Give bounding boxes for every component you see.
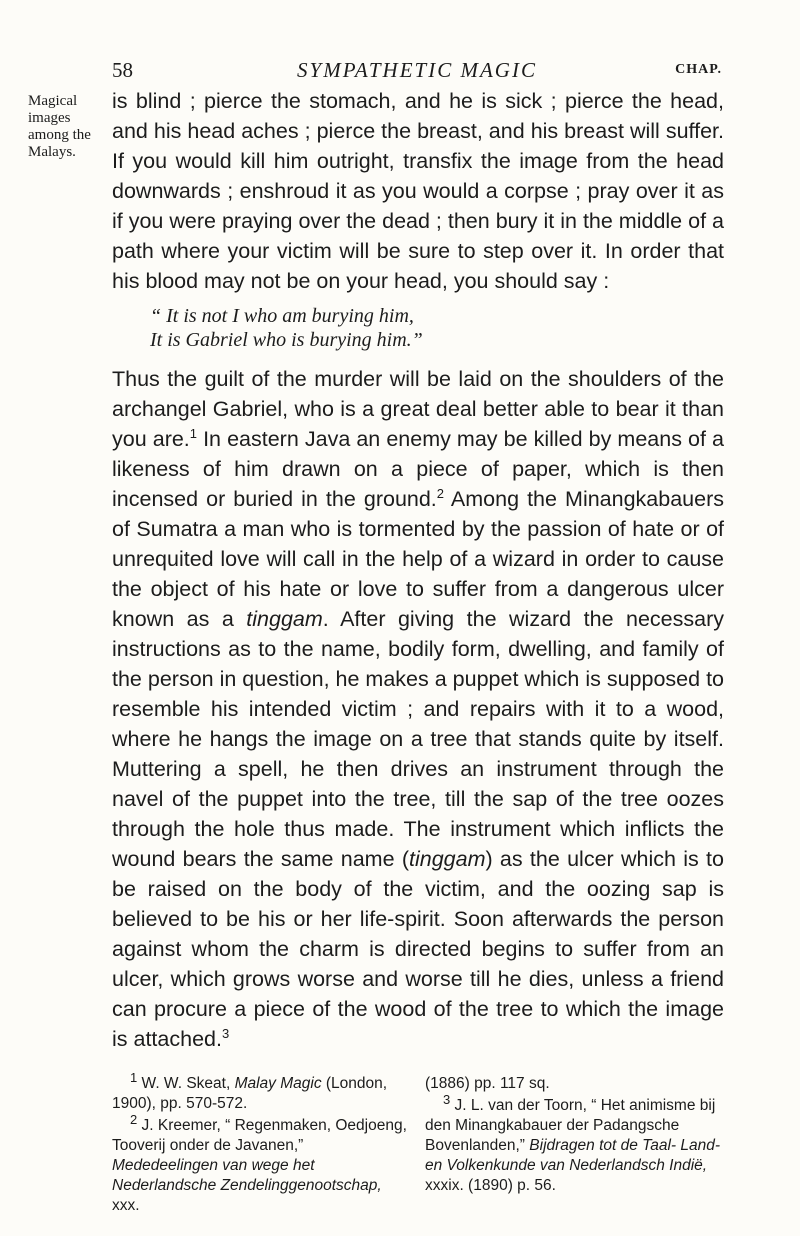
running-title: SYMPATHETIC MAGIC — [297, 58, 537, 82]
chapter-label: CHAP. — [675, 62, 722, 77]
verse-line-1: “ It is not I who am burying him, — [150, 305, 414, 327]
footnote-2-title: Mededeelingen van wege het Nederlandsche Zendelinggenootschap, — [112, 1157, 382, 1194]
footnote-2-author: J. Kreemer, “ Regenmaken, Oedjoeng, Tooverij onder de Javanen,” — [112, 1117, 407, 1154]
paragraph-2-part-b: In eastern Java an enemy may be killed by means of a likeness of him drawn on a piece of paper, which is then incensed or buried in the ground. — [112, 427, 724, 511]
verse-quote — [150, 304, 724, 352]
footnote-1-number: 1 — [130, 1069, 138, 1085]
footnote-2-continued: (1886) pp. 117 sq. — [425, 1075, 550, 1092]
paragraph-2 — [112, 364, 724, 1054]
footnote-1-author: W. W. Skeat, — [137, 1075, 235, 1092]
footnotes-left-column — [112, 1069, 411, 1218]
paragraph-2-part-d: . After giving the wizard the necessary instructions as to the name, bodily form, dwelling, and family of the person in question, he makes a puppet which is supposed to resemble his intended victim ; and repairs with it to a wood, where he hangs the image on a tree that stands quite by itself. Muttering a spell, he then drives an instrument through the navel of the puppet into the tree, till the sap of the tree oozes through the hole thus made. The instrument which inflicts the wound bears the same name ( — [112, 607, 724, 871]
term-tinggam: tinggam — [246, 607, 323, 631]
footnote-3-author: J. L. van der Toorn, “ Het animisme bij den Minangkabauer der Padangsche Bovenlanden,” — [425, 1097, 716, 1154]
footnotes — [112, 1069, 724, 1218]
running-header — [112, 56, 722, 84]
main-text — [112, 86, 724, 1054]
footnote-3-number: 3 — [443, 1091, 451, 1107]
term-tinggam-2: tinggam — [408, 847, 486, 871]
footnote-ref-3: 3 — [221, 1025, 230, 1041]
footnote-2-details: xxx. — [112, 1197, 140, 1214]
paragraph-2-part-c: Among the Minangkabauers of Sumatra a man who is tormented by the passion of hate or of unrequited love will call in the help of a wizard in order to cause the object of his hate or love to suffer from a dangerous ulcer known as a — [112, 487, 724, 631]
paragraph-2-part-a: Thus the guilt of the murder will be laid on the shoulders of the archangel Gabriel, who is a great deal better able to bear it than you are. — [112, 367, 724, 451]
footnote-3-title: Bijdragen tot de Taal- Land- en Volkenkunde van Nederlandsch Indië, — [425, 1137, 721, 1174]
footnote-2 — [112, 1111, 411, 1216]
margin-note: Magical images among the Malays. — [28, 93, 91, 160]
footnote-1-title: Malay Magic — [234, 1075, 322, 1092]
page-number: 58 — [112, 58, 133, 82]
footnote-ref-1: 1 — [189, 425, 198, 441]
verse-line-2: It is Gabriel who is burying him.” — [150, 329, 423, 351]
footnote-2-number: 2 — [130, 1111, 138, 1127]
footnote-3-details: xxxix. (1890) p. 56. — [425, 1177, 556, 1194]
footnotes-right-column — [425, 1074, 724, 1218]
footnote-3 — [425, 1091, 724, 1196]
paragraph-1: is blind ; pierce the stomach, and he is sick ; pierce the head, and his head aches ; pierce the breast, and his breast will suffer. If you would kill him outright, transfix the image from the head downwards ; enshroud it as you would a corpse ; pray over it as if you were praying over the dead ; then bury it in the middle of a path where your victim will be sure to step over it. In order that his blood may not be on your head, you should say : — [112, 89, 724, 293]
footnote-1 — [112, 1069, 411, 1114]
footnote-1-details: (London, 1900), pp. 570-572. — [112, 1075, 388, 1112]
paragraph-2-part-e: ) as the ulcer which is to be raised on the body of the victim, and the oozing sap is believed to be his or her life-spirit. Soon afterwards the person against whom the charm is directed begins to suffer from an ulcer, which grows worse and worse till he dies, unless a friend can procure a piece of the wood of the tree to which the image is attached. — [112, 847, 724, 1051]
footnote-ref-2: 2 — [436, 485, 445, 501]
